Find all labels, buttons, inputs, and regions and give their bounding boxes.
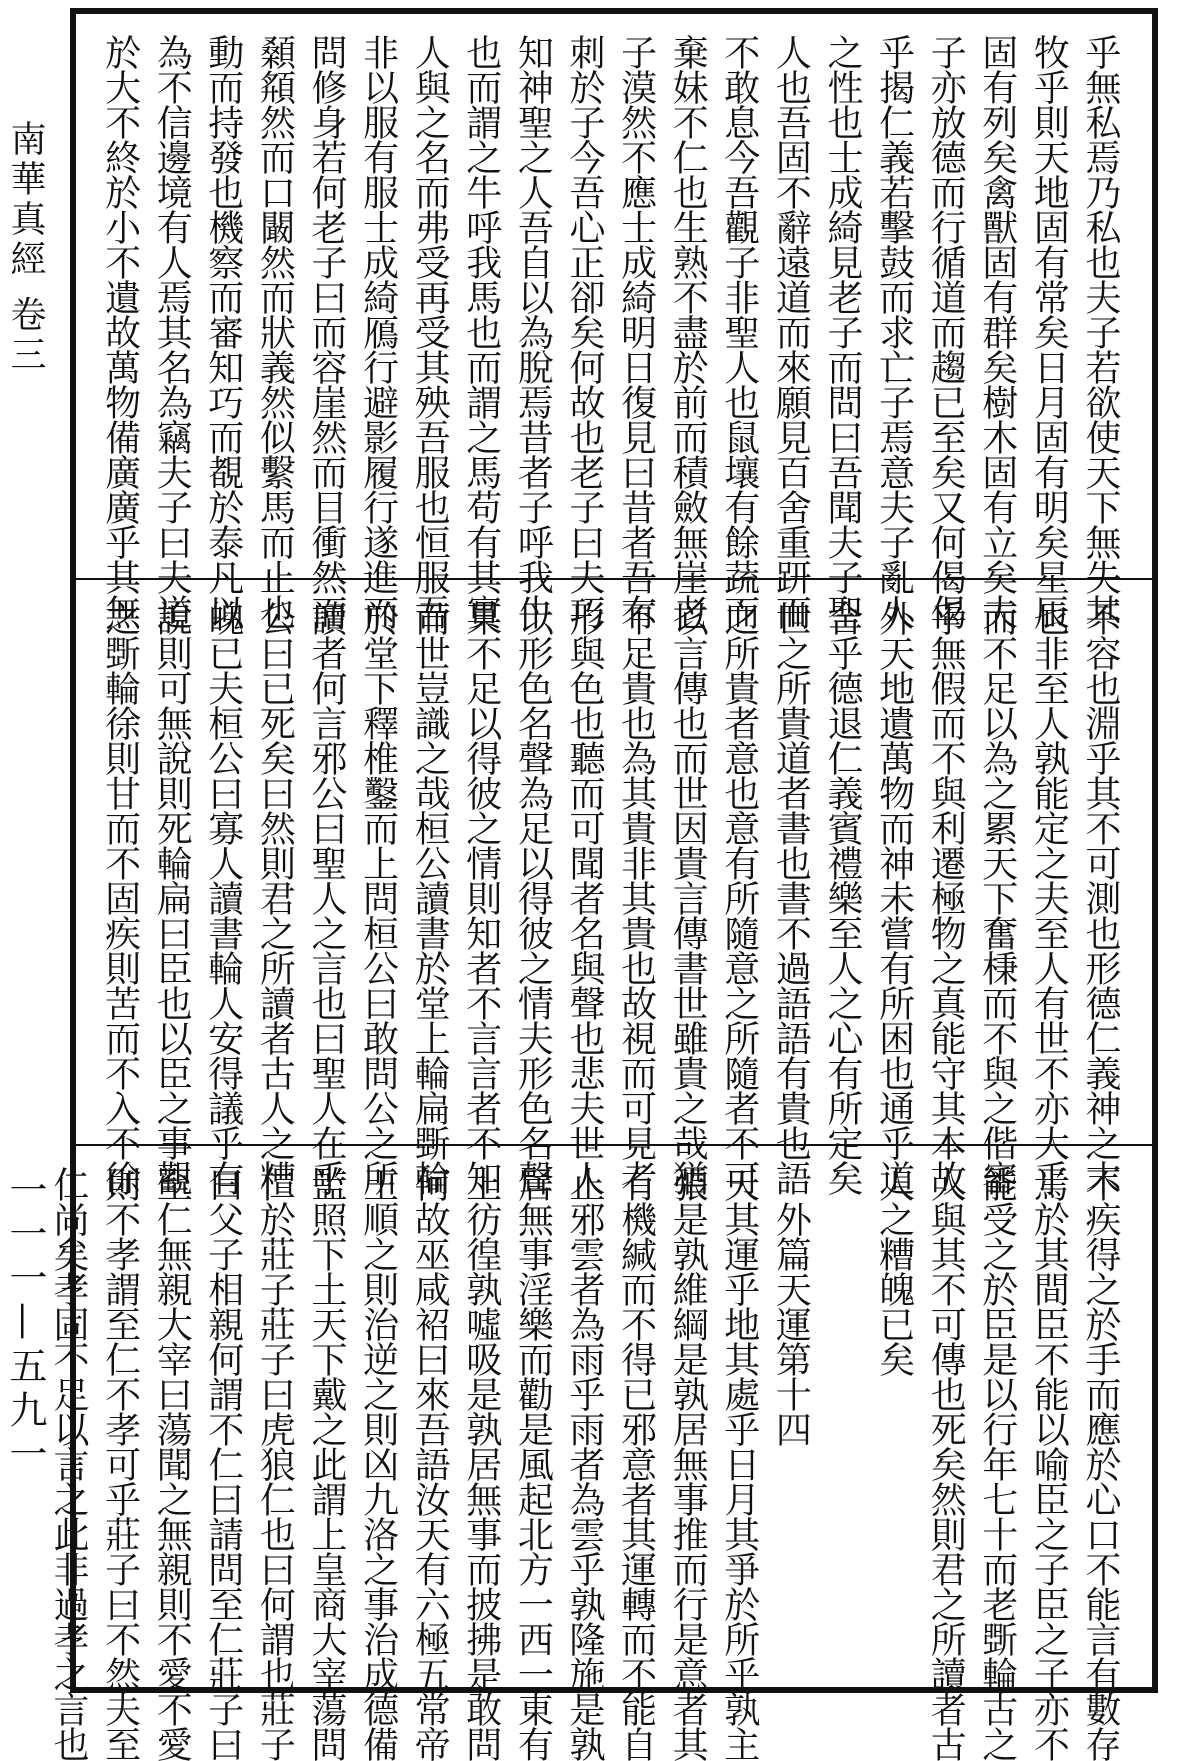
text-column: 非以服有服士成綺鴈行避影履行遂進而	[357, 34, 399, 629]
text-panel-1	[76, 14, 1152, 629]
text-column: 止邪雲者為雨乎雨者為雲乎孰隆施是孰	[564, 1166, 605, 1761]
text-column: 能受之於臣是以行年七十而老斲輪古之	[976, 1166, 1018, 1761]
text-column: 刺於子今吾心正卻矣何故也老子曰夫巧	[564, 34, 605, 629]
text-column: 牧乎則天地固有常矣日月固有明矣星辰	[1028, 34, 1070, 629]
page-number: 一一一—五九一	[3, 1170, 47, 1478]
text-column: 曰父子相親何謂不仁曰請問至仁莊子曰	[202, 1166, 244, 1761]
page-frame	[48, 8, 1158, 1761]
text-column: 有機緘而不得已邪意者其運轉而不能自	[615, 1166, 657, 1761]
text-column: 子漠然不應士成綺明日復見曰昔者吾有	[615, 34, 657, 629]
text-column: 形與色也聽而可聞者名與聲也悲夫世人	[564, 600, 605, 1195]
text-column: 外篇天運第十四	[770, 1166, 812, 1446]
text-column: 居無事淫樂而勸是風起北方一西一東有	[512, 1166, 554, 1761]
text-column: 之所貴者意也意有所隨意之所隨者不可	[718, 600, 760, 1195]
text-column: 不疾得之於手而應於心口不能言有數存	[1080, 1166, 1121, 1761]
text-column: 顙頯然而口闞然而狀義然似繫馬而止也	[254, 34, 296, 629]
text-column: 外天地遺萬物而神未嘗有所困也通乎道	[873, 600, 915, 1195]
running-title: 南華真經 卷三	[5, 120, 46, 376]
text-column: 人與之名而弗受再受其殃吾服也恒服吾	[409, 34, 451, 629]
text-column: 子亦放德而行循道而趨已至矣又何偈偈	[925, 34, 967, 629]
text-column: 以形色名聲為足以得彼之情夫形色名聲	[512, 600, 554, 1195]
text-column: 不容也淵乎其不可測也形德仁義神之末	[1080, 600, 1121, 1195]
text-column: 乎揭仁義若擊鼓而求亡子焉意夫子亂人	[873, 34, 915, 629]
text-column: 不敢息今吾觀子非聖人也鼠壤有餘蔬而	[718, 34, 760, 629]
text-column: 世之所貴道者書也書不過語語有貴也語	[770, 600, 812, 1195]
text-column: 何故巫咸袑曰來吾語汝天有六極五常帝	[409, 1166, 451, 1761]
text-column: 問修身若何老子曰而容崖然而目衝然而	[306, 34, 347, 629]
text-column: 不足貴也為其貴非其貴也故視而可見者	[615, 600, 657, 1195]
text-panel-2	[76, 578, 1152, 1195]
text-column: 王順之則治逆之則凶九洛之事治成德備	[357, 1166, 399, 1761]
text-column: 仁於莊子莊子曰虎狼仁也曰何謂也莊子	[254, 1166, 296, 1761]
text-column: 果不足以得彼之情則知者不言言者不知	[460, 600, 502, 1195]
text-column: 也而謂之牛呼我馬也而謂之馬苟有其實	[460, 34, 502, 629]
text-column: 仁尚矣孝固不足以言之此非過孝之言也	[48, 1166, 89, 1761]
text-column: 知神聖之人吾自以為脫焉昔者子呼我牛	[512, 34, 554, 629]
text-column: 之性也士成綺見老子而問曰吾聞夫子聖	[822, 34, 863, 629]
text-column: 為不信邊境有人焉其名為竊夫子曰夫道	[151, 34, 193, 629]
text-panel-3	[48, 1144, 1152, 1761]
text-column: 於堂下釋椎鑿而上問桓公曰敢問公之所	[357, 600, 399, 1195]
text-column: 也非至人孰能定之夫至人有世不亦大乎	[1028, 600, 1070, 1195]
text-column: 上彷徨孰噓吸是孰居無事而披拂是敢問	[460, 1166, 502, 1761]
text-column: 張是孰維綱是孰居無事推而行是意者其	[667, 1166, 709, 1761]
text-column: 乎無假而不與利遷極物之真能守其本故	[925, 600, 967, 1195]
text-column: 乎無私焉乃私也夫子若欲使天下無失其	[1080, 34, 1121, 629]
text-column: 人與其不可傳也死矣然則君之所讀者古	[925, 1166, 967, 1761]
text-column: 動而持發也機察而審知巧而覩於泰凡以	[202, 34, 244, 629]
text-column: 監照下土天下戴之此謂上皇商大宰蕩問	[306, 1166, 347, 1761]
text-column: 棄妹不仁也生熟不盡於前而積斂無崖老	[667, 34, 709, 629]
text-column: 人之糟魄已矣	[873, 1166, 915, 1376]
text-column: 而世豈識之哉桓公讀書於堂上輪扁斲輪	[409, 600, 451, 1195]
text-column: 則不孝謂至仁不孝可乎莊子曰不然夫至	[99, 1166, 141, 1761]
text-column: 於大不終於小不遺故萬物備廣廣乎其無	[99, 34, 141, 629]
text-column: 公曰已死矣曰然則君之所讀者古人之糟	[254, 600, 296, 1195]
text-column: 焉於其間臣不能以喻臣之子臣之子亦不	[1028, 1166, 1070, 1761]
text-column: 之斲輪徐則甘而不固疾則苦而不入不徐	[99, 600, 141, 1195]
text-column: 人也吾固不辭遠道而來願見百舍重趼而	[770, 34, 812, 629]
text-column: 魄已夫桓公曰寡人讀書輪人安得議乎有	[202, 600, 244, 1195]
text-column: 以言傳也而世因貴言傳書世雖貴之哉猶	[667, 600, 709, 1195]
text-column: 天其運乎地其處乎日月其爭於所乎孰主	[718, 1166, 760, 1761]
text-column: 而不足以為之累天下奮棅而不與之偕審	[976, 600, 1018, 1195]
text-column: 讀者何言邪公曰聖人之言也曰聖人在乎	[306, 600, 347, 1195]
text-column: 固有列矣禽獸固有群矣樹木固有立矣夫	[976, 34, 1018, 629]
text-column: 說則可無說則死輪扁曰臣也以臣之事觀	[151, 600, 193, 1195]
text-column: 至仁無親大宰曰蕩聞之無親則不愛不愛	[151, 1166, 193, 1761]
text-column: 合乎德退仁義賓禮樂至人之心有所定矣	[822, 600, 863, 1195]
